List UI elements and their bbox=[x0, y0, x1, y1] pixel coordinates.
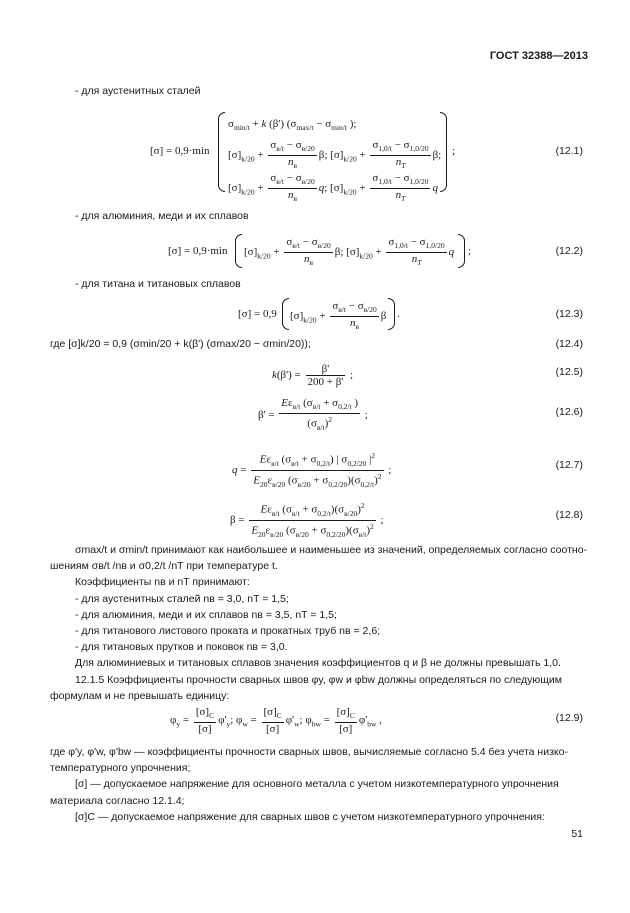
eq-number-12-5: (12.5) bbox=[555, 366, 583, 378]
body-line: - для титанового листового проката и прокатных труб nв = 2,6; bbox=[75, 625, 381, 638]
equation-12-4-text: где [σ]k/20 = 0,9 (σmin/20 + k(β') (σmax/20 − σmin/20)); bbox=[50, 338, 311, 350]
body-line: - для титановых прутков и поковок nв = 3,0. bbox=[75, 641, 288, 654]
body-line: Для алюминиевых и титановых сплавов значения коэффициентов q и β не должны превышать 1,0. bbox=[75, 657, 561, 670]
body-text bbox=[50, 542, 595, 704]
body-line: 12.1.5 Коэффициенты прочности сварных швов φy, φw и φbw должны определяться по следующим bbox=[75, 673, 563, 686]
eq-number-12-3: (12.3) bbox=[555, 308, 583, 320]
document-header: ГОСТ 32388—2013 bbox=[489, 50, 588, 62]
body-line: шениям σв/t /nв и σ0,2/t /nT при температуре t. bbox=[50, 560, 278, 573]
eq-number-12-1: (12.1) bbox=[555, 145, 583, 157]
intro-titanium: - для титана и титановых сплавов bbox=[75, 278, 241, 290]
after-line: [σ]C — допускаемое напряжение для сварных швов с учетом низкотемпературного упрочнения: bbox=[75, 810, 545, 823]
after-line: [σ] — допускаемое напряжение для основного металла с учетом низкотемпературного упрочнения bbox=[75, 778, 559, 791]
eq-number-12-2: (12.2) bbox=[555, 245, 583, 257]
body-line: Коэффициенты nв и nT принимают: bbox=[75, 576, 250, 589]
eq-number-12-9: (12.9) bbox=[555, 712, 583, 724]
after-line: где φ'y, φ'w, φ'bw — коэффициенты прочности сварных швов, вычисляемые согласно 5.4 без учета низко- bbox=[50, 746, 568, 758]
after-line: материала согласно 12.1.4; bbox=[50, 794, 185, 807]
page-number: 51 bbox=[571, 828, 583, 840]
intro-aluminium: - для алюминия, меди и их сплавов bbox=[75, 210, 249, 222]
after-text bbox=[50, 744, 595, 825]
intro-austenitic: - для аустенитных сталей bbox=[75, 85, 201, 97]
eq-number-12-7: (12.7) bbox=[555, 459, 583, 471]
body-line: - для аустенитных сталей nв = 3,0, nT = 1,5; bbox=[75, 592, 289, 605]
eq-number-12-4: (12.4) bbox=[555, 338, 583, 350]
eq-number-12-6: (12.6) bbox=[555, 406, 583, 418]
after-line: температурного упрочнения; bbox=[50, 762, 191, 775]
eq-number-12-8: (12.8) bbox=[555, 509, 583, 521]
body-line: формулам и не превышать единицу: bbox=[50, 689, 230, 702]
body-line: σmax/t и σmin/t принимают как наибольшее и наименьшее из значений, определяемых согласно соотно- bbox=[75, 544, 588, 556]
body-line: - для алюминия, меди и их сплавов nв = 3,5, nT = 1,5; bbox=[75, 608, 337, 621]
